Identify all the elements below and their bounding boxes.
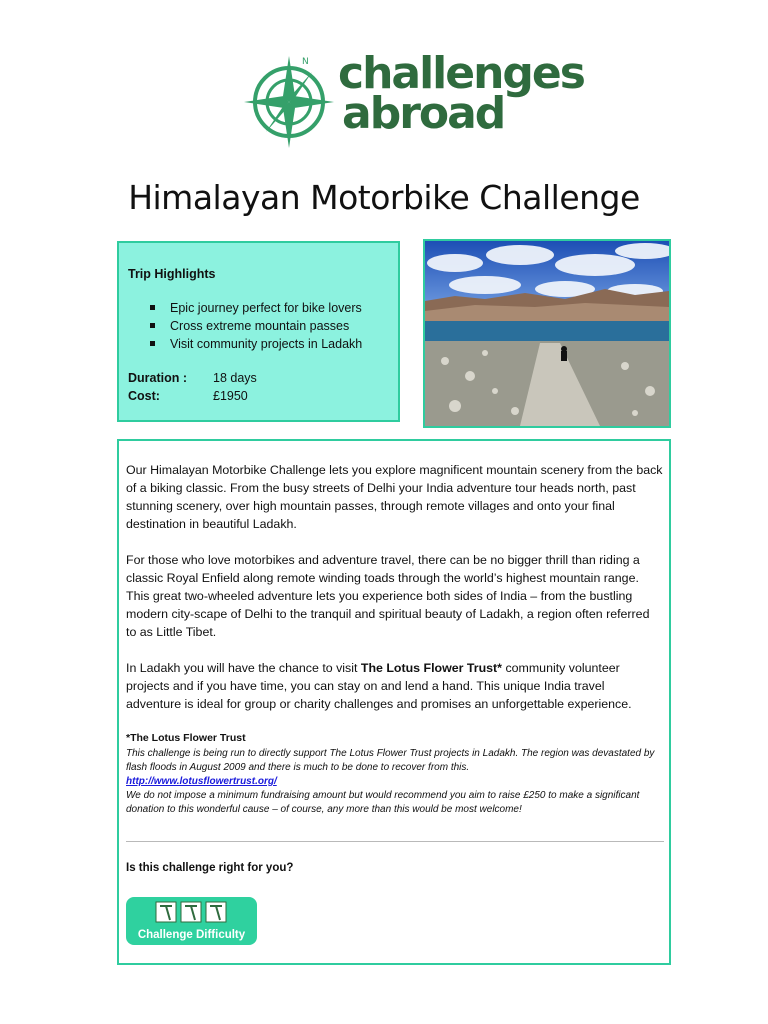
landscape-image <box>425 241 669 426</box>
lotus-trust-link[interactable]: http://www.lotusflowertrust.org/ <box>126 776 277 787</box>
ice-axe-icons <box>126 897 257 927</box>
trip-highlights-panel <box>117 241 400 422</box>
note-text-2: We do not impose a minimum fundraising amount but would recommend you aim to raise £250 to make a significant donation to this wonderful cause – of course, any more than this would be most welcome! <box>126 790 640 815</box>
page-title: Himalayan Motorbike Challenge <box>128 178 640 217</box>
challenge-difficulty-badge <box>126 897 257 945</box>
cost-row <box>128 387 398 405</box>
challenge-question: Is this challenge right for you? <box>126 862 294 874</box>
section-divider <box>126 841 664 842</box>
challenges-abroad-logo <box>244 48 584 172</box>
highlight-item: Cross extreme mountain passes <box>150 317 398 335</box>
highlight-item: Visit community projects in Ladakh <box>150 335 398 353</box>
description-paragraph-3 <box>126 659 663 713</box>
p3-before: In Ladakh you will have the chance to visit <box>126 661 361 675</box>
svg-text:N: N <box>302 57 309 67</box>
lotus-trust-note <box>126 731 663 817</box>
compass-icon <box>244 52 344 162</box>
cost-value: £1950 <box>213 389 248 403</box>
difficulty-label: Challenge Difficulty <box>137 929 246 941</box>
description-paragraph-2: For those who love motorbikes and adventure travel, there can be no bigger thrill than riding a classic Royal Enfield along remote winding toads through the world’s highest mountain range. This great two-wheeled adventure lets you experience both sides of India – from the bustling modern city-scape of Delhi to the tranquil and spiritual beauty of Ladakh, a region often referred to as Little Tibet. <box>126 553 650 639</box>
logo-line1: challenges <box>338 48 584 99</box>
lotus-trust-bold: The Lotus Flower Trust* <box>360 661 502 675</box>
highlight-item: Epic journey perfect for bike lovers <box>150 299 398 317</box>
p3-after: community volunteer projects and if you have time, you can stay on and lend a hand. This unique India travel adventure is ideal for group or charity challenges and promises an unforgettable experience. <box>126 661 632 711</box>
highlights-list <box>128 299 398 353</box>
duration-value: 18 days <box>213 371 257 385</box>
ladakh-road-photo <box>423 239 671 428</box>
description-panel <box>117 439 671 965</box>
note-heading: *The Lotus Flower Trust <box>126 732 246 744</box>
duration-label: Duration : <box>128 371 188 385</box>
highlights-heading: Trip Highlights <box>128 267 216 281</box>
cost-label: Cost: <box>128 389 160 403</box>
logo-line2: abroad <box>342 88 505 139</box>
note-text-1: This challenge is being run to directly support The Lotus Flower Trust projects in Ladakh. The region was devastated by flash floods in August 2009 and there is much to be done to recover from this. <box>126 748 655 773</box>
duration-row <box>128 369 398 387</box>
description-paragraph-1: Our Himalayan Motorbike Challenge lets you explore magnificent mountain scenery from the back of a biking classic. From the busy streets of Delhi your India adventure tour heads north, past stunning scenery, over high mountain passes, through remote villages and onto your final destination in beautiful Ladakh. <box>126 463 663 531</box>
